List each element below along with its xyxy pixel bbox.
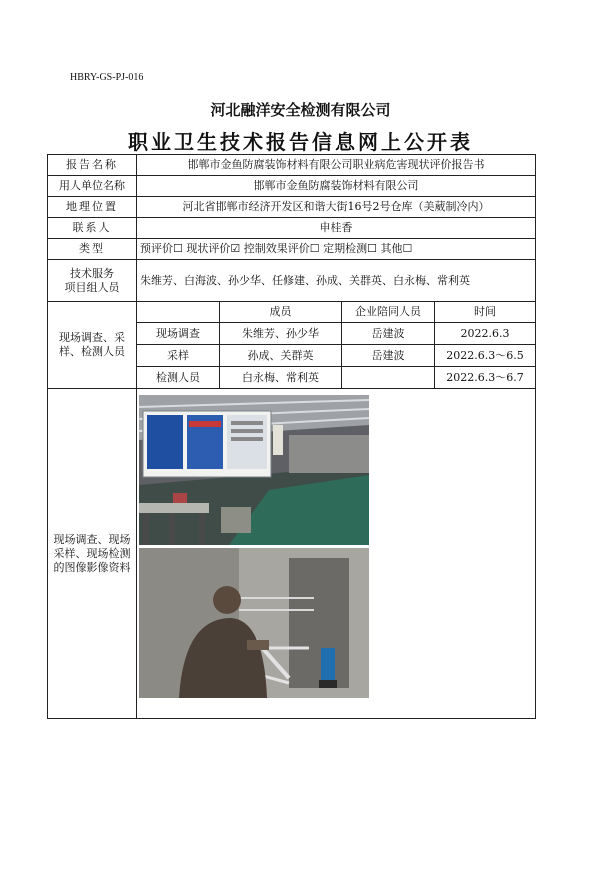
survey-label: 现场调查、采样、检测人员 <box>48 302 137 389</box>
type-label: 类型 <box>48 239 137 260</box>
type-row <box>48 239 536 260</box>
images-label: 现场调查、现场采样、现场检测的图像影像资料 <box>48 389 137 719</box>
type-options <box>137 239 536 260</box>
document-code: HBRY-GS-PJ-016 <box>70 72 144 83</box>
page-title: 职业卫生技术报告信息网上公开表 <box>128 130 473 154</box>
type-option-periodic-test[interactable]: 定期检测☐ <box>323 242 377 255</box>
survey-time: 2022.6.3 <box>435 323 536 345</box>
survey-task: 采样 <box>137 345 220 367</box>
workshop-photo <box>139 395 369 545</box>
team-row <box>48 260 536 302</box>
team-label-line1: 技术服务 <box>70 266 114 280</box>
survey-header-blank <box>137 302 220 323</box>
survey-header-escort: 企业陪同人员 <box>342 302 435 323</box>
survey-header-members: 成员 <box>220 302 342 323</box>
report-name-value: 邯郸市金鱼防腐装饰材料有限公司职业病危害现状评价报告书 <box>137 155 536 176</box>
survey-header-time: 时间 <box>435 302 536 323</box>
type-option-control-evaluation[interactable]: 控制效果评价☐ <box>243 242 320 255</box>
survey-task: 检测人员 <box>137 367 220 389</box>
workshop-photo-image <box>139 395 369 545</box>
location-label: 地理位置 <box>48 197 137 218</box>
images-row <box>48 389 536 719</box>
team-label <box>48 260 137 302</box>
survey-members: 朱维芳、孙少华 <box>220 323 342 345</box>
survey-escort <box>342 367 435 389</box>
survey-time: 2022.6.3～6.5 <box>435 345 536 367</box>
location-value: 河北省邯郸市经济开发区和谐大街16号2号仓库（美葳制冷内） <box>137 197 536 218</box>
survey-header-row <box>48 302 536 323</box>
painting-photo-image <box>139 548 369 698</box>
employer-value: 邯郸市金鱼防腐装饰材料有限公司 <box>137 176 536 197</box>
type-option-pre-evaluation[interactable]: 预评价☐ <box>140 242 183 255</box>
employer-row <box>48 176 536 197</box>
disclosure-table <box>47 154 536 719</box>
contact-label: 联系人 <box>48 218 137 239</box>
survey-escort: 岳建波 <box>342 345 435 367</box>
type-option-status-evaluation[interactable]: 现状评价☑ <box>186 242 241 255</box>
survey-escort: 岳建波 <box>342 323 435 345</box>
painting-photo <box>139 548 369 698</box>
survey-time: 2022.6.3～6.7 <box>435 367 536 389</box>
survey-members: 白永梅、常利英 <box>220 367 342 389</box>
report-name-label: 报告名称 <box>48 155 137 176</box>
organization-name: 河北融洋安全检测有限公司 <box>210 101 391 119</box>
images-cell <box>137 389 536 719</box>
employer-label: 用人单位名称 <box>48 176 137 197</box>
survey-members: 孙成、关群英 <box>220 345 342 367</box>
team-label-line2: 项目组人员 <box>64 280 120 294</box>
location-row <box>48 197 536 218</box>
survey-task: 现场调查 <box>137 323 220 345</box>
team-value: 朱维芳、白海波、孙少华、任修建、孙成、关群英、白永梅、常利英 <box>137 260 536 302</box>
contact-row <box>48 218 536 239</box>
report-name-row <box>48 155 536 176</box>
type-option-other[interactable]: 其他☐ <box>380 242 413 255</box>
contact-value: 申桂香 <box>137 218 536 239</box>
